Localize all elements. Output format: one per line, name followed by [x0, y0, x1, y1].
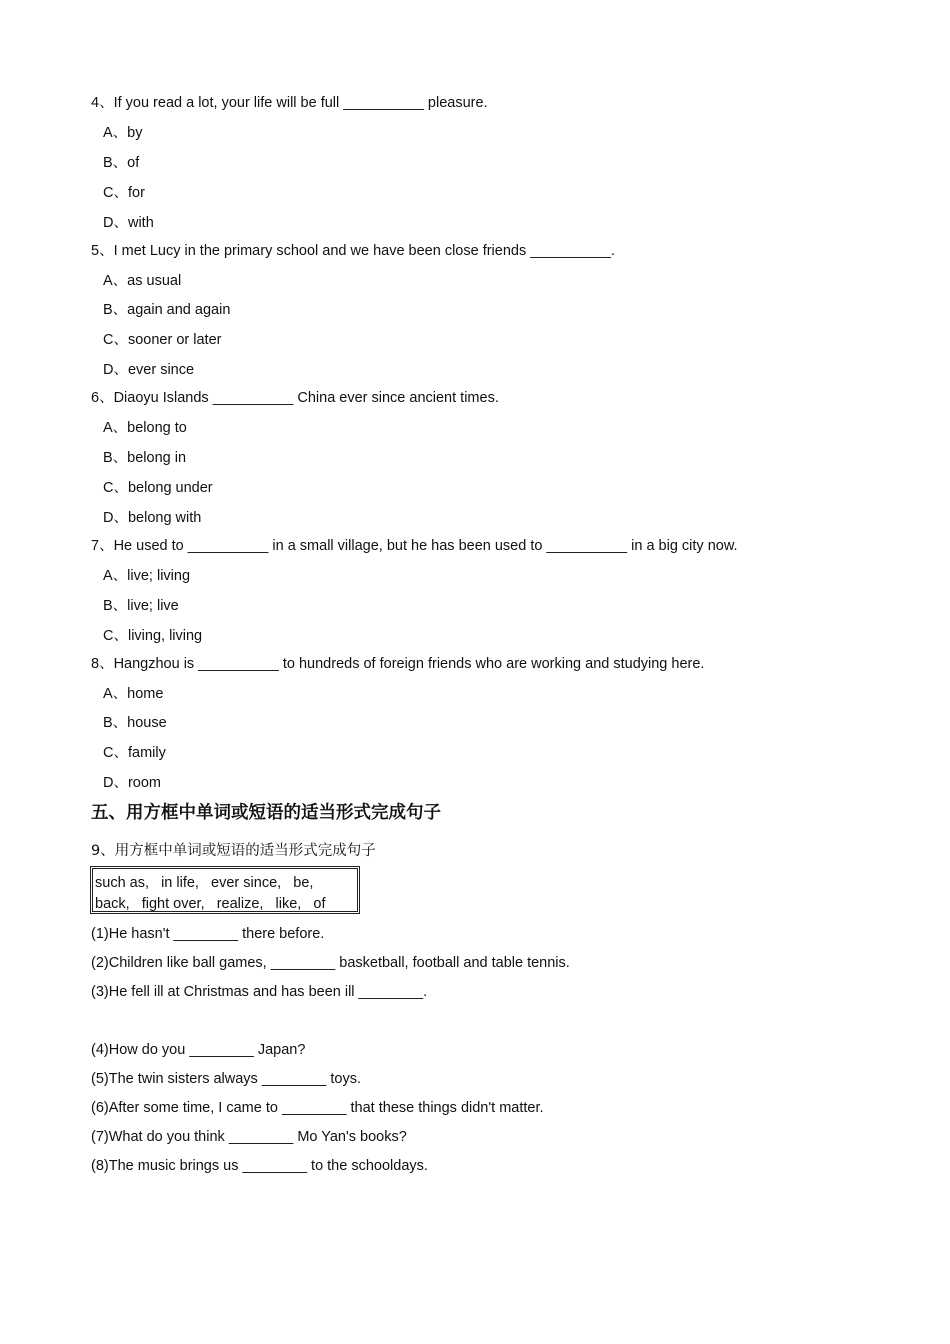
- question-4-option-a[interactable]: A、by: [103, 125, 143, 141]
- question-6-option-a[interactable]: A、belong to: [103, 420, 187, 436]
- question-6-option-d[interactable]: D、belong with: [103, 510, 202, 526]
- question-5-option-b[interactable]: B、again and again: [103, 302, 231, 318]
- question-9-stem: 9、用方框中单词或短语的适当形式完成句子: [91, 843, 376, 859]
- question-7-option-a[interactable]: A、live; living: [103, 568, 191, 584]
- sentence-5: (5)The twin sisters always ________ toys.: [91, 1071, 361, 1087]
- question-5-option-a[interactable]: A、as usual: [103, 273, 182, 289]
- sentence-2: (2)Children like ball games, ________ basketball, football and table tennis.: [91, 955, 570, 971]
- question-5-stem: 5、I met Lucy in the primary school and we have been close friends __________.: [91, 243, 615, 259]
- question-6-option-c[interactable]: C、belong under: [103, 480, 213, 496]
- question-6-option-b[interactable]: B、belong in: [103, 450, 187, 466]
- question-8-option-d[interactable]: D、room: [103, 775, 162, 791]
- sentence-6: (6)After some time, I came to ________ that these things didn't matter.: [91, 1100, 544, 1116]
- question-4-option-c[interactable]: C、for: [103, 185, 145, 201]
- question-8-option-c[interactable]: C、family: [103, 745, 166, 761]
- question-4-option-b[interactable]: B、of: [103, 155, 140, 171]
- question-7-option-c[interactable]: C、living, living: [103, 628, 203, 644]
- sentence-3: (3)He fell ill at Christmas and has been ill ________.: [91, 984, 428, 1000]
- question-5-option-d[interactable]: D、ever since: [103, 362, 195, 378]
- question-7-option-b[interactable]: B、live; live: [103, 598, 179, 614]
- question-4-stem: 4、If you read a lot, your life will be full __________ pleasure.: [91, 95, 488, 111]
- sentence-8: (8)The music brings us ________ to the schooldays.: [91, 1158, 428, 1174]
- question-8-stem: 8、Hangzhou is __________ to hundreds of foreign friends who are working and studying here.: [91, 656, 705, 672]
- word-bank-line-1: such as, in life, ever since, be,: [95, 875, 314, 891]
- word-bank-line-2: back, fight over, realize, like, of: [95, 896, 326, 912]
- sentence-4: (4)How do you ________ Japan?: [91, 1042, 306, 1058]
- question-5-option-c[interactable]: C、sooner or later: [103, 332, 222, 348]
- question-6-stem: 6、Diaoyu Islands __________ China ever since ancient times.: [91, 390, 499, 406]
- question-4-option-d[interactable]: D、with: [103, 215, 154, 231]
- question-8-option-a[interactable]: A、home: [103, 686, 164, 702]
- sentence-7: (7)What do you think ________ Mo Yan's books?: [91, 1129, 407, 1145]
- section-5-title: 五、用方框中单词或短语的适当形式完成句子: [91, 803, 441, 823]
- sentence-1: (1)He hasn't ________ there before.: [91, 926, 325, 942]
- question-8-option-b[interactable]: B、house: [103, 715, 167, 731]
- question-7-stem: 7、He used to __________ in a small village, but he has been used to __________ in a big city now.: [91, 538, 738, 554]
- word-bank-box: [90, 866, 360, 914]
